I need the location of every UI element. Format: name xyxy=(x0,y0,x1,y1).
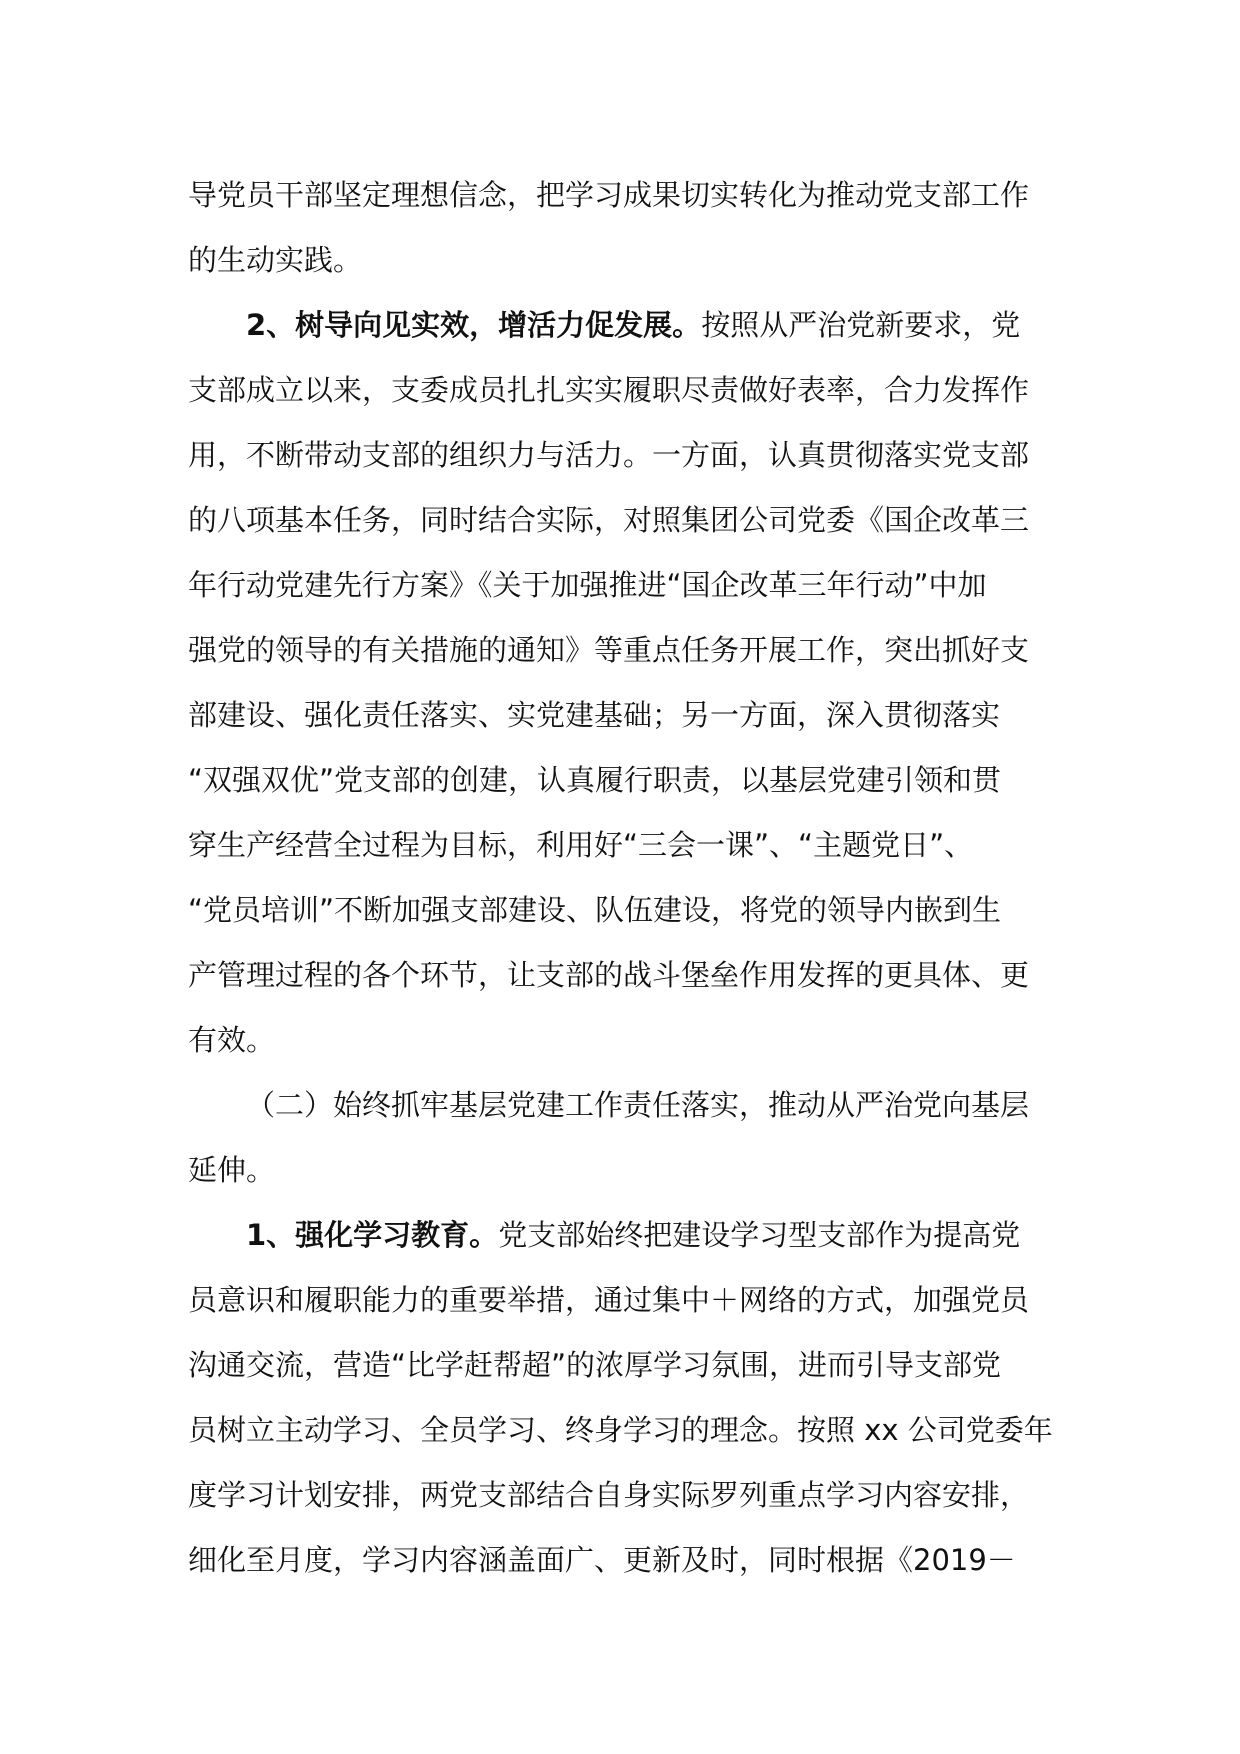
section-heading: 1、强化学习教育。 xyxy=(246,1218,499,1252)
text-line: 的生动实践。 xyxy=(188,243,363,277)
text-line: 年行动党建先行方案》《关于加强推进“国企改革三年行动”中加 xyxy=(188,568,987,602)
text-line: 的八项基本任务，同时结合实际，对照集团公司党委《国企改革三 xyxy=(188,503,1030,537)
text-line: 沟通交流，营造“比学赶帮超”的浓厚学习氛围，进而引导支部党 xyxy=(188,1348,1002,1382)
text-line: 用，不断带动支部的组织力与活力。一方面，认真贯彻落实党支部 xyxy=(188,438,1030,472)
text-line: “双强双优”党支部的创建，认真履行职责，以基层党建引领和贯 xyxy=(188,763,1002,797)
text-line: 延伸。 xyxy=(188,1153,276,1187)
section-heading: 2、树导向见实效，增活力促发展。 xyxy=(246,308,702,342)
text-line: “党员培训”不断加强支部建设、队伍建设，将党的领导内嵌到生 xyxy=(188,893,1002,927)
text-line: 员树立主动学习、全员学习、终身学习的理念。按照 xx 公司党委年 xyxy=(188,1413,1053,1447)
paragraph-text: 党支部始终把建设学习型支部作为提高党 xyxy=(498,1218,1021,1252)
paragraph-line xyxy=(188,293,1058,358)
text-line: 度学习计划安排，两党支部结合自身实际罗列重点学习内容安排， xyxy=(188,1478,1030,1512)
text-line: 导党员干部坚定理想信念，把学习成果切实转化为推动党支部工作 xyxy=(188,178,1030,212)
text-line: 穿生产经营全过程为目标，利用好“三会一课”、“主题党日”、 xyxy=(188,828,974,862)
paragraph-text: 按照从严治党新要求，党 xyxy=(701,308,1021,342)
text-line: 强党的领导的有关措施的通知》等重点任务开展工作，突出抓好支 xyxy=(188,633,1030,667)
text-line: 细化至月度，学习内容涵盖面广、更新及时，同时根据《2019－ xyxy=(188,1543,1016,1577)
paragraph-line xyxy=(188,1203,1058,1268)
text-line: 员意识和履职能力的重要举措，通过集中＋网络的方式，加强党员 xyxy=(188,1283,1030,1317)
text-line: 部建设、强化责任落实、实党建基础；另一方面，深入贯彻落实 xyxy=(188,698,1001,732)
text-line: 产管理过程的各个环节，让支部的战斗堡垒作用发挥的更具体、更 xyxy=(188,958,1030,992)
text-line: 支部成立以来，支委成员扎扎实实履职尽责做好表率，合力发挥作 xyxy=(188,373,1030,407)
text-line: 有效。 xyxy=(188,1023,276,1057)
document-body xyxy=(188,163,1058,1593)
section-subheading: （二）始终抓牢基层党建工作责任落实，推动从严治党向基层 xyxy=(246,1088,1030,1122)
